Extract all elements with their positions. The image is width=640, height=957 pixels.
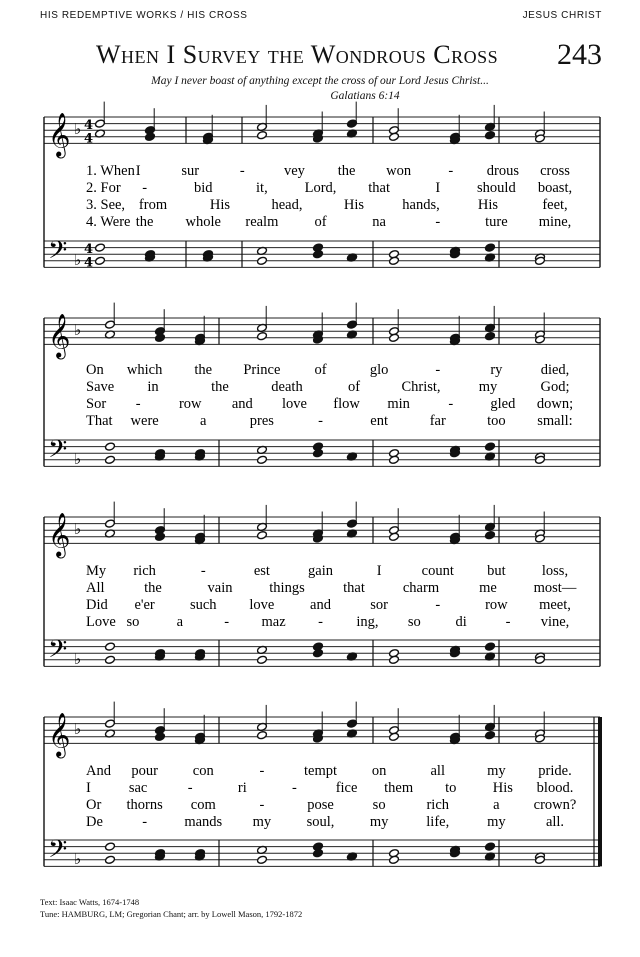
bass-clef: 𝄢: [48, 634, 68, 670]
lyric-syllable: died,: [540, 362, 570, 378]
lyric-syllable: maz: [261, 614, 286, 630]
tenor-note: [105, 442, 116, 451]
lyric-syllable: cross: [540, 163, 570, 179]
lyric-syllable: -: [435, 362, 441, 378]
lyric-syllable: rich: [133, 563, 156, 579]
lyric-syllable: realm: [245, 214, 279, 230]
lyric-syllable: the: [144, 580, 162, 596]
lyric-syllable: which: [126, 362, 163, 378]
tune-credit: Tune: HAMBURG, LM; Gregorian Chant; arr. by Lowell Mason, 1792-1872: [40, 909, 303, 919]
lyric-syllable: His: [492, 780, 513, 796]
bass-note: [313, 449, 324, 458]
bass-note: [389, 855, 400, 864]
lyric-syllable: Lord,: [304, 180, 337, 196]
alto-note: [257, 731, 268, 740]
lyric-syllable: sor: [370, 597, 388, 613]
lyric-syllable: -: [142, 180, 148, 196]
lyric-syllable: my: [487, 763, 506, 779]
lyric-syllable: my: [369, 814, 389, 830]
lyric-syllable: -: [318, 614, 323, 630]
bass-note: [257, 655, 268, 664]
tenor-note: [485, 642, 496, 651]
lyric-syllable: and: [310, 597, 331, 613]
lyric-syllable: I: [135, 163, 141, 179]
lyric-syllable: my: [478, 379, 498, 395]
lyric-syllable: -: [142, 814, 148, 830]
lyric-syllable: e'er: [134, 597, 155, 613]
time-signature: 4: [84, 255, 94, 271]
lyric-syllable: I: [86, 780, 91, 796]
lyric-syllable: head,: [271, 197, 303, 213]
lyric-syllable: such: [189, 597, 217, 613]
credits: [40, 896, 302, 920]
lyric-syllable: loss,: [541, 563, 569, 579]
lyric-syllable: gled: [490, 396, 516, 412]
bass-note: [257, 455, 268, 464]
lyric-syllable: fice: [335, 780, 358, 796]
lyric-syllable: Christ,: [401, 379, 441, 395]
lyric-syllable: my: [487, 814, 506, 830]
lyric-syllable: glo: [369, 362, 389, 378]
flat-sign: ♭: [74, 120, 82, 139]
flat-sign: ♭: [74, 250, 82, 269]
lyric-syllable: a: [493, 797, 500, 813]
lyric-syllable: Save: [86, 379, 115, 395]
lyric-syllable: na: [372, 214, 386, 230]
lyric-syllable: My: [86, 563, 107, 579]
alto-note: [155, 732, 166, 741]
bass-note: [389, 455, 400, 464]
alto-note: [485, 731, 496, 740]
lyric-syllable: mands: [184, 814, 223, 830]
alto-note: [155, 333, 166, 342]
lyric-syllable: the: [337, 163, 356, 179]
alto-note: [257, 131, 268, 140]
epigraph-reference: Galatians 6:14: [330, 90, 400, 102]
flat-sign: ♭: [74, 520, 82, 539]
lyric-syllable: rich: [426, 797, 450, 813]
lyric-syllable: -: [435, 597, 441, 613]
lyric-syllable: mine,: [538, 214, 572, 230]
flat-sign: ♭: [74, 849, 82, 868]
lyric-syllable: Did: [86, 597, 108, 613]
treble-clef: 𝄞: [48, 313, 71, 358]
lyric-syllable: row: [485, 597, 508, 613]
lyric-syllable: vine,: [540, 614, 570, 630]
flat-sign: ♭: [74, 321, 82, 340]
lyric-syllable: drous: [486, 163, 520, 179]
lyric-syllable: death: [271, 379, 303, 395]
lyric-syllable: a: [200, 413, 207, 429]
bass-note: [389, 655, 400, 664]
lyric-syllable: so: [372, 797, 386, 813]
lyric-syllable: His: [209, 197, 231, 213]
lyric-syllable: crown?: [533, 797, 577, 813]
lyric-syllable: most—: [533, 580, 577, 596]
lyric-syllable: est: [253, 563, 270, 579]
lyric-syllable: count: [421, 563, 454, 579]
alto-note: [257, 531, 268, 540]
bass-note: [257, 855, 268, 864]
lyric-syllable: pose: [307, 797, 334, 813]
lyric-syllable: -: [259, 797, 265, 813]
lyric-syllable: meet,: [539, 597, 571, 613]
lyric-syllable: 1. When: [86, 163, 135, 179]
lyric-syllable: All: [86, 580, 105, 596]
lyric-syllable: hands,: [402, 197, 440, 213]
lyric-syllable: -: [224, 614, 230, 630]
time-signature: 4: [84, 118, 94, 134]
lyric-syllable: but: [487, 563, 506, 579]
lyric-syllable: from: [138, 197, 168, 213]
lyric-syllable: I: [435, 180, 441, 196]
lyric-syllable: were: [130, 413, 159, 429]
lyric-syllable: -: [505, 614, 511, 630]
bass-note: [105, 855, 116, 864]
lyric-syllable: to: [445, 780, 457, 796]
lyric-syllable: On: [86, 362, 104, 378]
lyric-syllable: -: [135, 396, 141, 412]
lyric-syllable: pres: [249, 413, 274, 429]
lyric-syllable: far: [429, 413, 446, 429]
lyric-syllable: a: [176, 614, 184, 630]
text-credit: Text: Isaac Watts, 1674-1748: [40, 897, 140, 907]
lyric-syllable: won: [386, 163, 412, 179]
lyric-syllable: of: [314, 362, 327, 378]
lyric-syllable: -: [448, 396, 454, 412]
category-header: JESUS CHRIST: [522, 10, 602, 21]
lyric-syllable: in: [147, 379, 159, 395]
section-header: HIS REDEMPTIVE WORKS / HIS CROSS: [40, 10, 248, 21]
lyric-syllable: row: [178, 396, 202, 412]
tenor-note: [485, 442, 496, 451]
lyric-syllable: ry: [490, 362, 503, 378]
lyric-syllable: feet,: [542, 197, 568, 213]
time-signature: 4: [84, 131, 94, 147]
treble-clef: 𝄞: [48, 512, 71, 557]
lyric-syllable: -: [239, 163, 245, 179]
bass-note: [389, 256, 400, 265]
treble-clef: 𝄞: [48, 712, 71, 757]
lyric-syllable: min: [387, 396, 410, 412]
lyric-syllable: small:: [537, 413, 573, 429]
lyric-syllable: things: [269, 580, 305, 596]
lyric-syllable: com: [190, 797, 216, 813]
bass-clef: 𝄢: [48, 834, 68, 870]
lyric-syllable: and: [231, 396, 253, 412]
lyric-syllable: tempt: [303, 763, 338, 779]
lyric-syllable: it,: [256, 180, 268, 196]
lyric-syllable: ing,: [356, 614, 379, 630]
bass-note: [105, 655, 116, 664]
alto-note: [145, 132, 156, 141]
tenor-note: [105, 842, 116, 851]
lyric-syllable: bid: [193, 180, 213, 196]
lyric-syllable: Sor: [86, 396, 107, 412]
lyric-syllable: -: [318, 413, 323, 429]
lyric-syllable: me: [479, 580, 497, 596]
lyric-syllable: con: [192, 763, 214, 779]
lyric-syllable: I: [376, 563, 382, 579]
lyric-syllable: That: [86, 413, 113, 429]
lyric-syllable: 2. For: [86, 180, 121, 196]
lyric-syllable: of: [347, 379, 361, 395]
lyric-syllable: the: [211, 379, 229, 395]
lyric-syllable: thorns: [126, 797, 163, 813]
alto-note: [485, 131, 496, 140]
lyric-syllable: -: [200, 563, 206, 579]
lyric-syllable: Or: [86, 797, 102, 813]
lyric-syllable: too: [487, 413, 506, 429]
lyric-syllable: charm: [402, 580, 440, 596]
lyric-syllable: of: [314, 214, 327, 230]
alto-note: [485, 531, 496, 540]
lyric-syllable: on: [371, 763, 387, 779]
lyric-syllable: them: [384, 780, 414, 796]
tenor-note: [485, 243, 496, 252]
lyric-syllable: flow: [333, 396, 360, 412]
lyric-syllable: boast,: [537, 180, 573, 196]
lyric-syllable: ent: [370, 413, 388, 429]
lyric-syllable: so: [407, 614, 421, 630]
lyric-syllable: sac: [128, 780, 148, 796]
treble-clef: 𝄞: [48, 112, 71, 157]
bass-note: [95, 256, 106, 265]
bass-note: [105, 455, 116, 464]
lyric-syllable: ture: [485, 214, 508, 230]
epigraph-text: May I never boast of anything except the cross of our Lord Jesus Christ...: [151, 75, 489, 87]
lyric-syllable: His: [477, 197, 499, 213]
alto-note: [389, 532, 400, 541]
bass-note: [313, 250, 324, 259]
lyric-syllable: soul,: [306, 814, 335, 830]
lyric-syllable: should: [477, 180, 516, 196]
bass-clef: 𝄢: [48, 235, 68, 271]
tenor-note: [485, 842, 496, 851]
flat-sign: ♭: [74, 449, 82, 468]
lyric-syllable: pride.: [538, 763, 572, 779]
bass-note: [313, 849, 324, 858]
lyric-syllable: sur: [181, 163, 200, 179]
tenor-note: [95, 243, 106, 252]
lyric-syllable: love: [249, 597, 275, 613]
lyric-syllable: vey: [283, 163, 305, 179]
lyric-syllable: gain: [308, 563, 333, 579]
lyric-syllable: 4. Were: [86, 214, 131, 230]
time-signature: 4: [84, 242, 94, 258]
alto-note: [155, 532, 166, 541]
flat-sign: ♭: [74, 649, 82, 668]
lyric-syllable: love: [281, 396, 307, 412]
hymn-number: 243: [557, 38, 602, 71]
lyric-syllable: blood.: [536, 780, 574, 796]
lyric-syllable: God;: [540, 379, 570, 395]
alto-note: [389, 132, 400, 141]
bass-note: [313, 649, 324, 658]
lyric-syllable: the: [194, 362, 213, 378]
lyric-syllable: my: [252, 814, 272, 830]
alto-note: [389, 333, 400, 342]
bass-clef: 𝄢: [48, 434, 68, 470]
lyric-syllable: Love: [86, 614, 116, 630]
lyric-syllable: vain: [207, 580, 233, 596]
bass-note: [257, 256, 268, 265]
lyric-syllable: that: [368, 180, 390, 196]
lyric-syllable: -: [259, 763, 265, 779]
alto-note: [257, 332, 268, 341]
lyric-syllable: Prince: [243, 362, 281, 378]
hymn-title: When I Survey the Wondrous Cross: [96, 40, 499, 69]
lyric-syllable: the: [135, 214, 154, 230]
lyric-syllable: all.: [545, 814, 565, 830]
lyric-syllable: whole: [185, 214, 221, 230]
lyric-syllable: De: [86, 814, 103, 830]
alto-note: [485, 332, 496, 341]
lyric-syllable: ri: [237, 780, 247, 796]
lyric-syllable: -: [292, 780, 297, 796]
alto-note: [389, 732, 400, 741]
lyric-syllable: that: [343, 580, 365, 596]
lyric-syllable: His: [343, 197, 365, 213]
tenor-note: [105, 642, 116, 651]
lyric-syllable: so: [126, 614, 140, 630]
lyric-syllable: -: [187, 780, 193, 796]
lyric-syllable: down;: [536, 396, 574, 412]
flat-sign: ♭: [74, 720, 82, 739]
lyric-syllable: pour: [131, 763, 158, 779]
lyric-syllable: -: [435, 214, 441, 230]
lyric-syllable: 3. See,: [86, 197, 126, 213]
lyric-syllable: di: [455, 614, 467, 630]
lyric-syllable: life,: [426, 814, 450, 830]
lyric-syllable: -: [448, 163, 454, 179]
lyric-syllable: all: [430, 763, 445, 779]
lyric-syllable: And: [86, 763, 111, 779]
